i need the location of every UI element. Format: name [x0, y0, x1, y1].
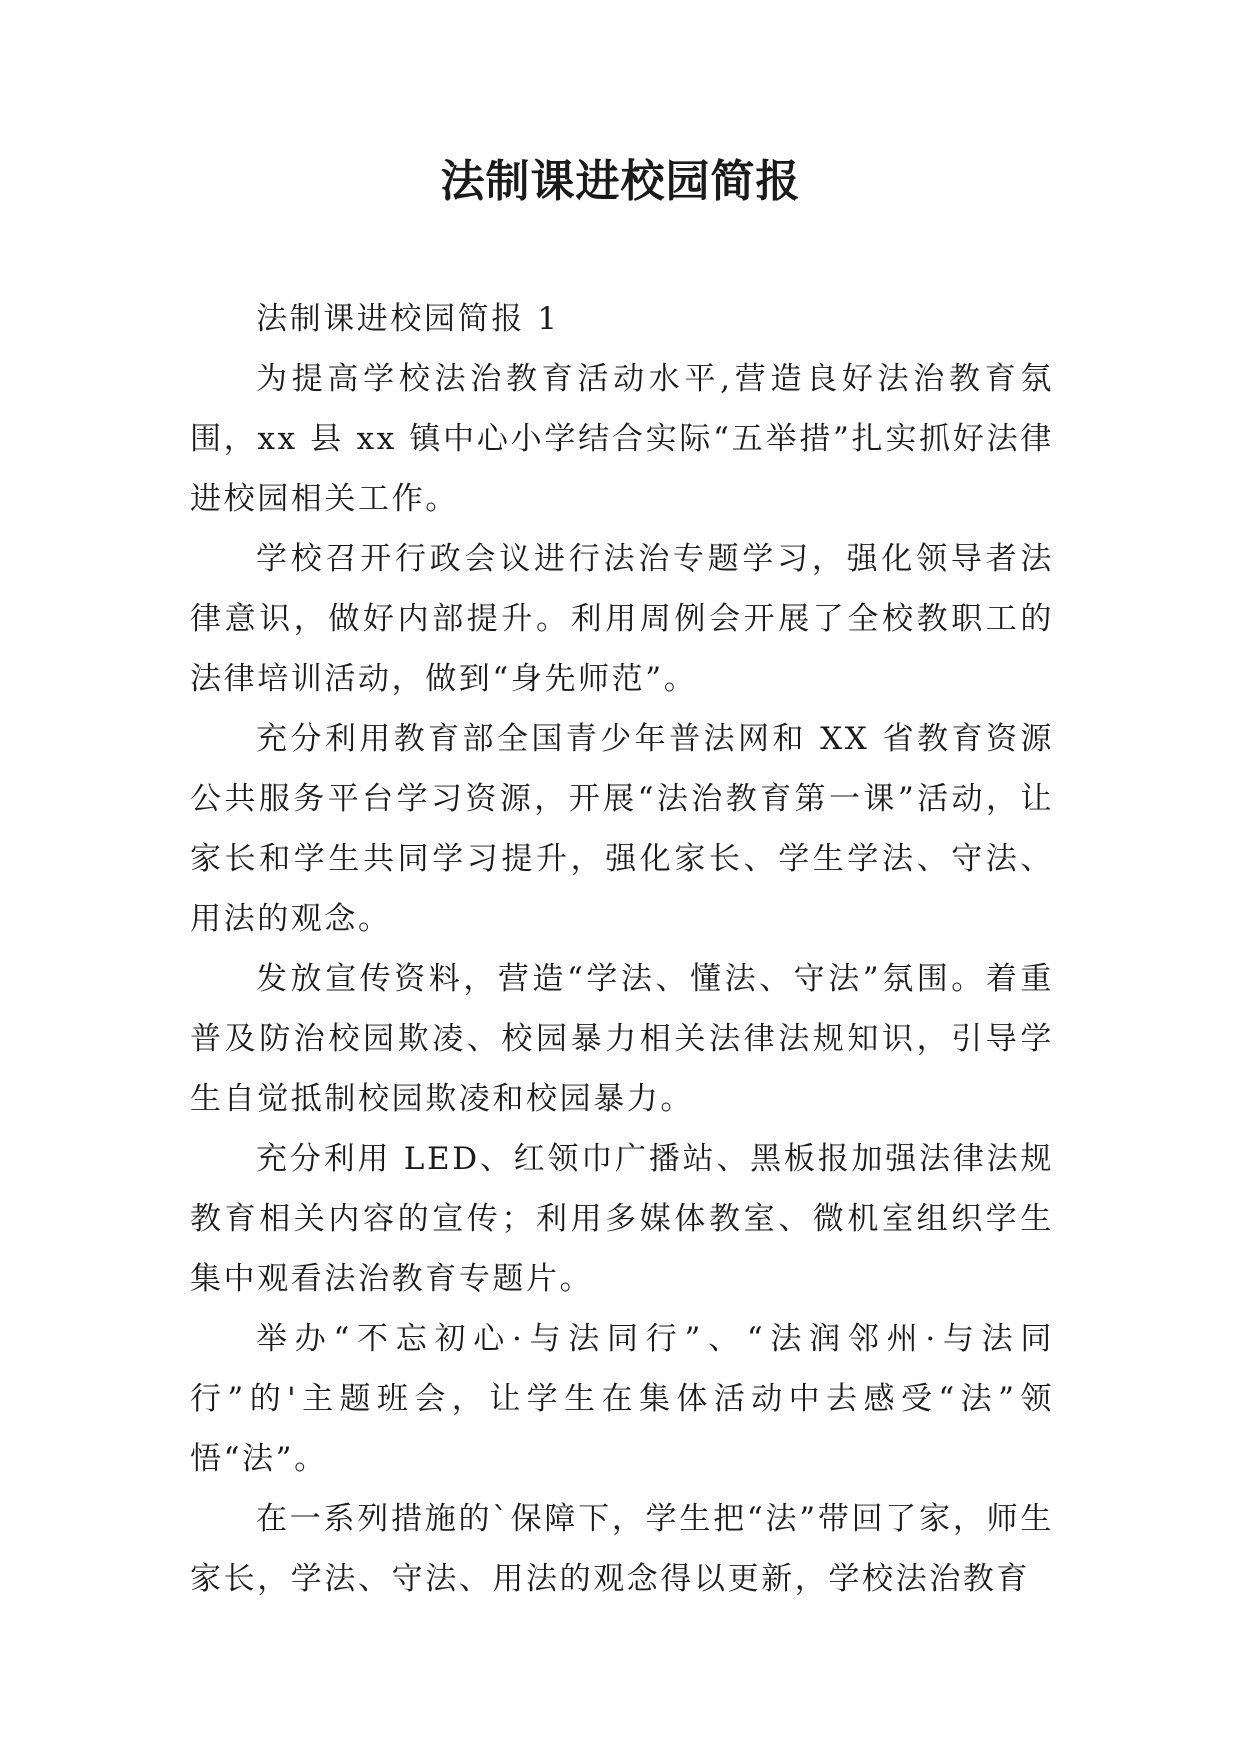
- paragraph-class-meetings: 举办“不忘初心·与法同行”、“法润邻州·与法同行”的'主题班会，让学生在集体活动中去感受“法”领悟“法”。: [190, 1321, 1054, 1477]
- paragraph-online-resources: 充分利用教育部全国青少年普法网和 XX 省教育资源公共服务平台学习资源，开展“法治教育第一课”活动，让家长和学生共同学习提升，强化家长、学生学法、守法、用法的观念。: [190, 721, 1054, 937]
- paragraph-admin-meeting: 学校召开行政会议进行法治专题学习，强化领导者法律意识，做好内部提升。利用周例会开展了全校教职工的法律培训活动，做到“身先师范”。: [190, 541, 1054, 697]
- document-title: 法制课进校园简报: [440, 156, 801, 207]
- document-body: [190, 289, 1054, 1609]
- paragraph-media-channels: 充分利用 LED、红领巾广播站、黑板报加强法律法规教育相关内容的宣传；利用多媒体教室、微机室组织学生集中观看法治教育专题片。: [190, 1141, 1054, 1297]
- paragraph-publicity-materials: 发放宣传资料，营造“学法、懂法、守法”氛围。着重普及防治校园欺凌、校园暴力相关法律法规知识，引导学生自觉抵制校园欺凌和校园暴力。: [190, 961, 1054, 1117]
- paragraph-outcomes: 在一系列措施的`保障下，学生把“法”带回了家，师生家长，学法、守法、用法的观念得以更新，学校法治教育: [190, 1501, 1054, 1597]
- paragraph-intro: 为提高学校法治教育活动水平,营造良好法治教育氛围，xx 县 xx 镇中心小学结合实际“五举措”扎实抓好法律进校园相关工作。: [190, 361, 1054, 517]
- section-heading: 法制课进校园简报 1: [256, 301, 560, 337]
